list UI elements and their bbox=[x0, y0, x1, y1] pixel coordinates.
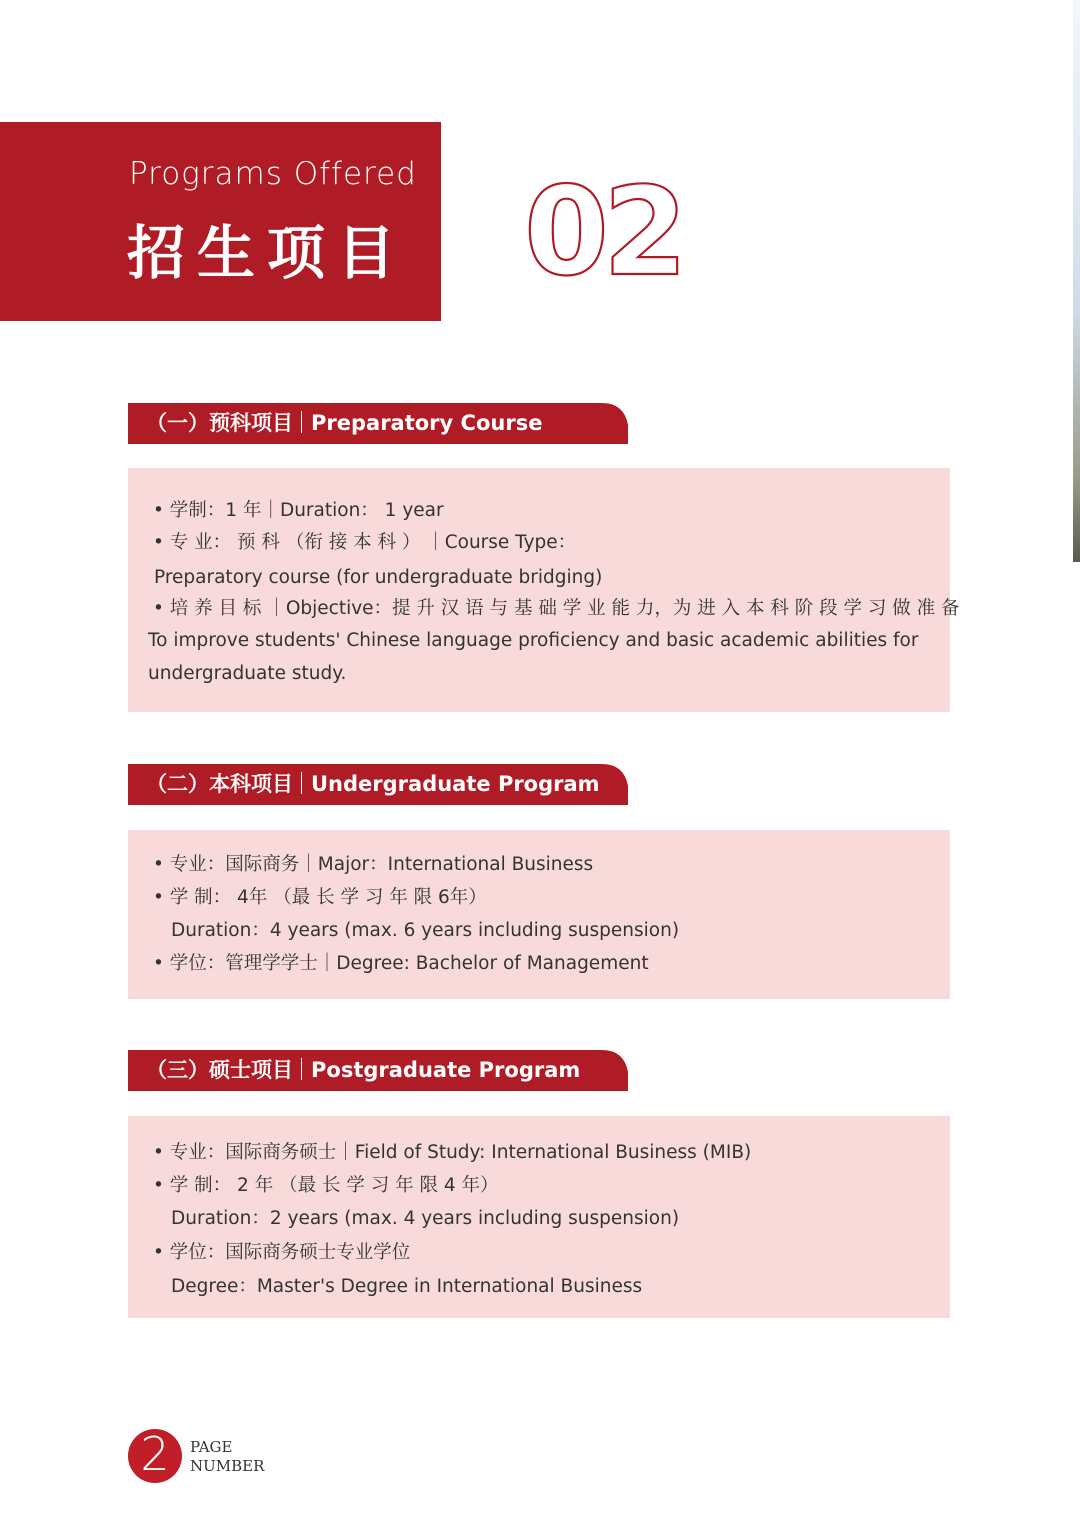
section-box-undergraduate bbox=[128, 830, 950, 999]
title-divider bbox=[301, 772, 302, 794]
header-subtitle-en: Programs Offered bbox=[129, 156, 417, 192]
section-box-postgraduate bbox=[128, 1116, 950, 1318]
section-title-cn: （二）本科项目 bbox=[146, 772, 293, 796]
title-divider bbox=[301, 1058, 302, 1080]
section-box-preparatory bbox=[128, 468, 960, 712]
info-line: • 学位：国际商务硕士专业学位 bbox=[153, 1242, 411, 1263]
info-line: • 培 养 目 标 ｜Objective：提 升 汉 语 与 基 础 学 业 能 力，为 进 入 本 科 阶 段 学 习 做 准 备 bbox=[153, 598, 960, 619]
info-line: To improve students' Chinese language proficiency and basic academic abilities for bbox=[148, 630, 919, 651]
info-line: Preparatory course (for undergraduate bridging) bbox=[154, 567, 603, 588]
section-title-cn: （三）硕士项目 bbox=[146, 1058, 293, 1082]
info-line: • 专业：国际商务硕士｜Field of Study: International Business (MIB) bbox=[153, 1142, 752, 1163]
info-line: Duration：4 years (max. 6 years including suspension) bbox=[171, 920, 680, 941]
page-number-badge bbox=[128, 1429, 182, 1483]
section-tab-preparatory bbox=[128, 403, 628, 444]
title-divider bbox=[301, 411, 302, 433]
section-tab-undergraduate bbox=[128, 764, 628, 805]
section-tab-postgraduate bbox=[128, 1050, 628, 1091]
info-line: • 学制：1 年｜Duration： 1 year bbox=[153, 500, 444, 521]
edge-photo-strip bbox=[1073, 0, 1080, 562]
info-line: undergraduate study. bbox=[148, 663, 347, 684]
info-line: • 学 制： 2 年 （最 长 学 习 年 限 4 年） bbox=[153, 1175, 499, 1196]
section-number-text: 02 bbox=[524, 168, 682, 288]
section-title-en: Postgraduate Program bbox=[311, 1058, 581, 1082]
section-number bbox=[524, 168, 704, 288]
info-line: • 专 业： 预 科 （衔 接 本 科 ） ｜Course Type： bbox=[153, 532, 577, 553]
header-title-cn: 招生项目 bbox=[127, 219, 408, 287]
section-title-en: Preparatory Course bbox=[311, 411, 543, 435]
section-title-en: Undergraduate Program bbox=[311, 772, 600, 796]
info-line: Degree：Master's Degree in International Business bbox=[171, 1276, 643, 1297]
page-label-top: PAGE bbox=[190, 1438, 233, 1456]
info-line: • 学 制： 4年 （最 长 学 习 年 限 6年） bbox=[153, 887, 487, 908]
page-label-bottom: NUMBER bbox=[190, 1457, 265, 1475]
page-number: 2 bbox=[140, 1427, 170, 1481]
info-line: • 学位：管理学学士｜Degree: Bachelor of Management bbox=[153, 953, 649, 974]
section-title-cn: （一）预科项目 bbox=[146, 411, 293, 435]
info-line: • 专业：国际商务｜Major：International Business bbox=[153, 854, 594, 875]
info-line: Duration：2 years (max. 4 years including suspension) bbox=[171, 1208, 680, 1229]
